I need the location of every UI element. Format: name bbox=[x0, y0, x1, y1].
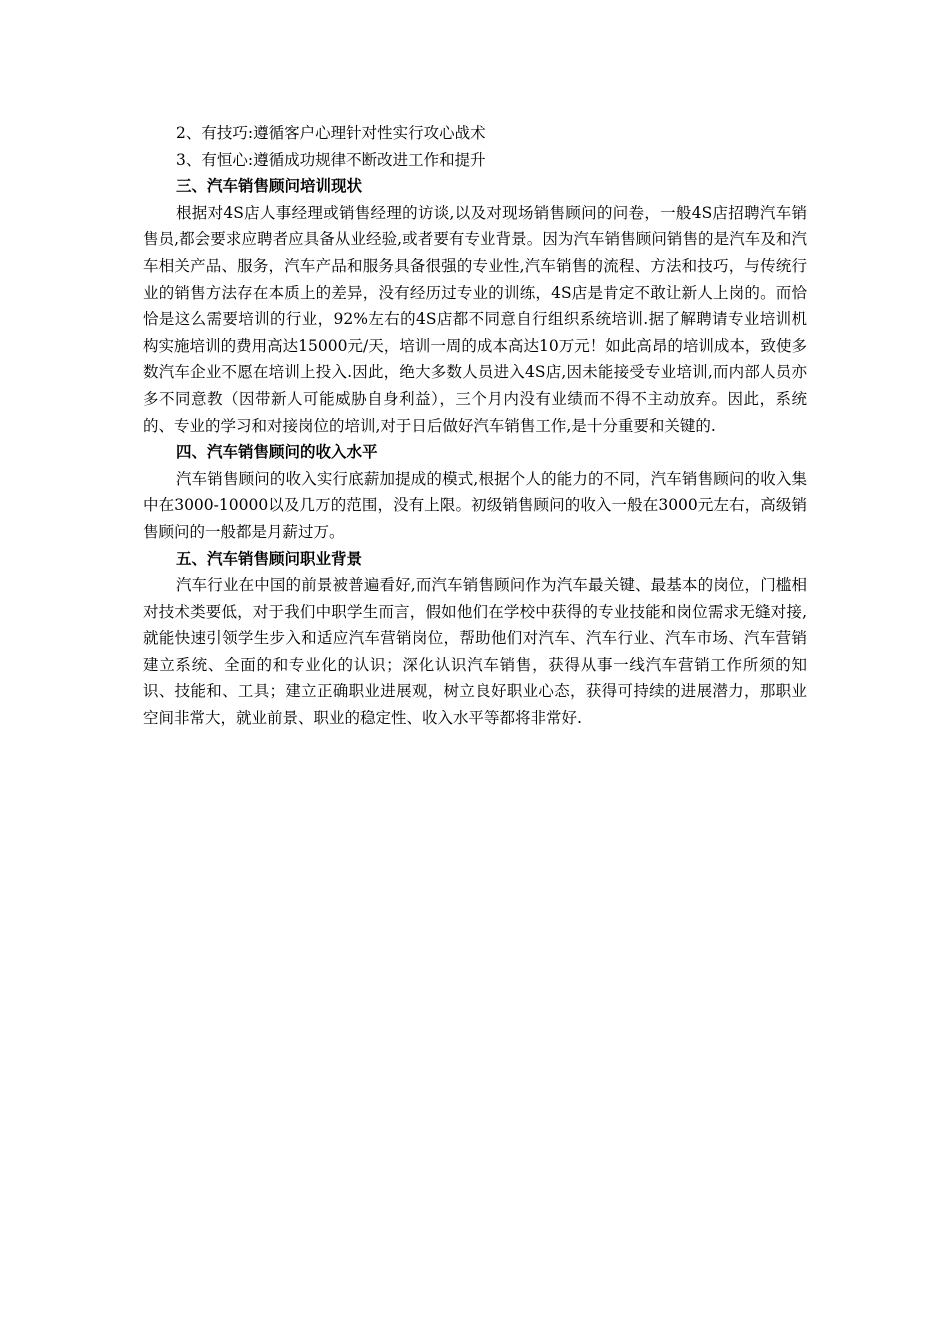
section-heading: 五、汽车销售顾问职业背景 bbox=[176, 549, 363, 568]
section-heading: 四、汽车销售顾问的收入水平 bbox=[176, 443, 378, 462]
section-paragraph: 根据对4S店人事经理或销售经理的访谈,以及对现场销售顾问的问卷，一般4S店招聘汽车销售员,都会要求应聘者应具备从业经验,或者要有专业背景。因为汽车销售顾问销售的是汽车及和汽车相关产品、服务，汽车产品和服务具备很强的专业性,汽车销售的流程、方法和技巧，与传统行业的销售方法存在本质上的差异，没有经历过专业的训练，4S店是肯定不敢让新人上岗的。而恰恰是这么需要培训的行业，92%左右的4S店都不同意自行组织系统培训.据了解聘请专业培训机构实施培训的费用高达15000元/天，培训一周的成本高达10万元！如此高昂的培训成本，致使多数汽车企业不愿在培训上投入.因此，绝大多数人员进入4S店,因未能接受专业培训,而内部人员亦多不同意教（因带新人可能威胁自身利益），三个月内没有业绩而不得不主动放弃。因此，系统的、专业的学习和对接岗位的培训,对于日后做好汽车销售工作,是十分重要和关键的. bbox=[143, 203, 807, 435]
document-page bbox=[143, 120, 807, 732]
section-paragraph: 汽车行业在中国的前景被普遍看好,而汽车销售顾问作为汽车最关键、最基本的岗位，门槛相对技术类要低，对于我们中职学生而言，假如他们在学校中获得的专业技能和岗位需求无缝对接,就能快速引领学生步入和适应汽车营销岗位，帮助他们对汽车、汽车行业、汽车市场、汽车营销建立系统、全面的和专业化的认识；深化认识汽车销售，获得从事一线汽车营销工作所须的知识、技能和、工具；建立正确职业进展观，树立良好职业心态，获得可持续的进展潜力，那职业空间非常大，就业前景、职业的稳定性、收入水平等都将非常好. bbox=[143, 576, 807, 728]
section-heading: 三、汽车销售顾问培训现状 bbox=[176, 177, 363, 196]
list-item: 2、有技巧:遵循客户心理针对性实行攻心战术 bbox=[176, 124, 486, 142]
section-paragraph: 汽车销售顾问的收入实行底薪加提成的模式,根据个人的能力的不同，汽车销售顾问的收入集中在3000-10000以及几万的范围，没有上限。初级销售顾问的收入一般在3000元左右，高级销售顾问的一般都是月薪过万。 bbox=[143, 469, 807, 541]
list-item: 3、有恒心:遵循成功规律不断改进工作和提升 bbox=[176, 150, 486, 169]
